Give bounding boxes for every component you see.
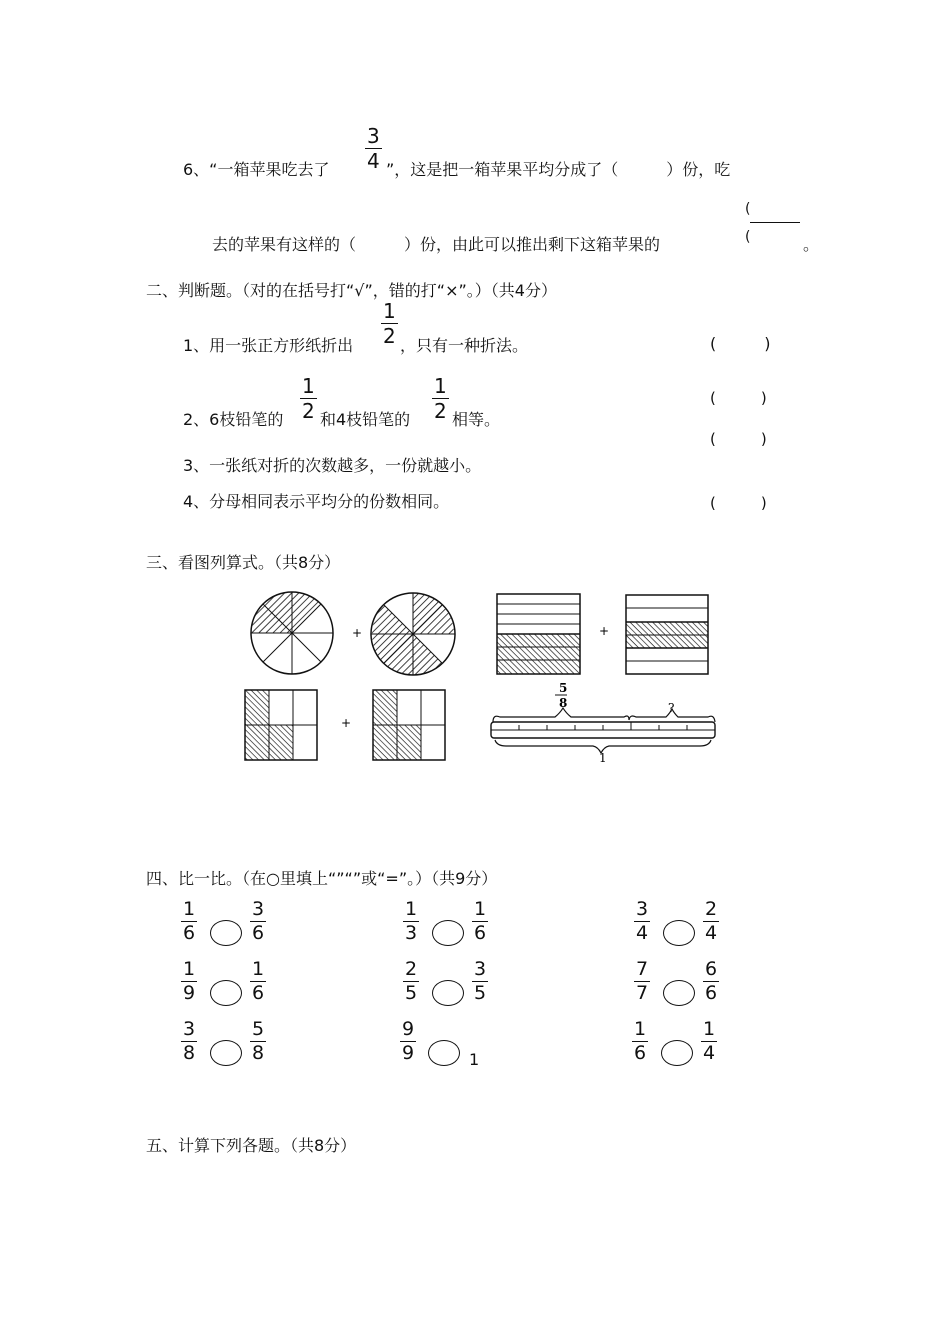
circle-figure-right bbox=[371, 593, 455, 675]
section-4-title: 四、比一比。（在○里填上“”“”或“=”。）（共9分） bbox=[146, 869, 498, 888]
cmp-r2c2-right: $\frac{3}{5}$ bbox=[474, 958, 487, 1004]
s2-item2-answer-paren[interactable]: ( ) bbox=[710, 389, 767, 407]
cmp-r3c2-left: $\frac{9}{9}$ bbox=[402, 1018, 415, 1064]
compare-circle[interactable] bbox=[210, 920, 242, 946]
section-3-title: 三、看图列算式。（共8分） bbox=[146, 553, 341, 572]
cmp-r3c3-left: $\frac{1}{6}$ bbox=[634, 1018, 647, 1064]
cmp-r3c3-right: $\frac{1}{4}$ bbox=[703, 1018, 716, 1064]
bar-top-label-numerator: 5 bbox=[559, 681, 568, 695]
cmp-r3c1-right: $\frac{5}{8}$ bbox=[252, 1018, 265, 1064]
q6-line1-post: ”，这是把一箱苹果平均分成了（ ）份，吃 bbox=[386, 160, 731, 179]
cmp-r2c3-right: $\frac{6}{6}$ bbox=[705, 958, 718, 1004]
section-2-title: 二、判断题。（对的在括号打“√”，错的打“×”。）（共4分） bbox=[146, 281, 557, 300]
bar-diagram bbox=[491, 681, 715, 765]
plus-sign-3: + bbox=[341, 716, 352, 730]
q6-period: 。 bbox=[803, 235, 820, 254]
cmp-r3c2-right-number: 1 bbox=[469, 1050, 480, 1069]
stripe-figure-left bbox=[497, 594, 580, 674]
cmp-r1c2-right: $\frac{1}{6}$ bbox=[474, 898, 487, 944]
s2-item4-text: 4、分母相同表示平均分的份数相同。 bbox=[183, 492, 450, 511]
s2-item1-pre: 1、用一张正方形纸折出 bbox=[183, 336, 354, 355]
compare-circle[interactable] bbox=[663, 920, 695, 946]
bar-top-label-denominator: 8 bbox=[559, 696, 568, 710]
section-5-title: 五、计算下列各题。（共8分） bbox=[146, 1136, 357, 1155]
q6-fraction: $\frac{3}{4}$ bbox=[367, 124, 380, 173]
q6-fraction-bar bbox=[750, 222, 800, 223]
bar-question-mark: ? bbox=[668, 701, 675, 715]
s2-item2-post: 相等。 bbox=[452, 410, 501, 429]
cmp-r2c2-left: $\frac{2}{5}$ bbox=[405, 958, 418, 1004]
compare-circle[interactable] bbox=[661, 1040, 693, 1066]
cmp-r1c1-right: $\frac{3}{6}$ bbox=[252, 898, 265, 944]
circle-figure-left bbox=[251, 592, 333, 674]
s2-item2-mid: 和4枝铅笔的 bbox=[320, 410, 411, 429]
compare-circle[interactable] bbox=[432, 920, 464, 946]
cmp-r2c1-right: $\frac{1}{6}$ bbox=[252, 958, 265, 1004]
s2-item4-answer-paren[interactable]: ( ) bbox=[710, 494, 767, 512]
s2-item3-answer-paren[interactable]: ( ) bbox=[710, 430, 767, 448]
cmp-r2c1-left: $\frac{1}{9}$ bbox=[183, 958, 196, 1004]
compare-circle[interactable] bbox=[210, 980, 242, 1006]
q6-paren-bottom: ( bbox=[745, 229, 751, 245]
plus-sign-2: + bbox=[599, 624, 610, 638]
cmp-r1c1-left: $\frac{1}{6}$ bbox=[183, 898, 196, 944]
cmp-r1c2-left: $\frac{1}{3}$ bbox=[405, 898, 418, 944]
q6-line1-pre: 6、“一箱苹果吃去了 bbox=[183, 160, 330, 179]
s2-item2-fraction-b: $\frac{1}{2}$ bbox=[434, 374, 447, 423]
s2-item2-fraction-a: $\frac{1}{2}$ bbox=[302, 374, 315, 423]
cmp-r3c1-left: $\frac{3}{8}$ bbox=[183, 1018, 196, 1064]
fraction-figures bbox=[0, 580, 950, 810]
cmp-r1c3-left: $\frac{3}{4}$ bbox=[636, 898, 649, 944]
s2-item3-text: 3、一张纸对折的次数越多，一份就越小。 bbox=[183, 456, 482, 475]
s2-item1-post: ，只有一种折法。 bbox=[400, 336, 529, 355]
compare-circle[interactable] bbox=[432, 980, 464, 1006]
stripe-figure-right bbox=[626, 595, 708, 674]
compare-circle[interactable] bbox=[428, 1040, 460, 1066]
q6-line2-pre: 去的苹果有这样的（ ）份，由此可以推出剩下这箱苹果的 bbox=[212, 235, 661, 254]
plus-sign-1: + bbox=[352, 626, 363, 640]
bar-bottom-label: 1 bbox=[599, 751, 607, 765]
q6-paren-top: ( bbox=[745, 201, 751, 217]
grid-figure-left bbox=[245, 690, 317, 760]
s2-item1-answer-paren[interactable]: ( ) bbox=[710, 334, 771, 353]
compare-circle[interactable] bbox=[210, 1040, 242, 1066]
s2-item2-pre: 2、6枝铅笔的 bbox=[183, 410, 284, 429]
cmp-r1c3-right: $\frac{2}{4}$ bbox=[705, 898, 718, 944]
cmp-r2c3-left: $\frac{7}{7}$ bbox=[636, 958, 649, 1004]
s2-item1-fraction: $\frac{1}{2}$ bbox=[383, 299, 396, 348]
grid-figure-right bbox=[373, 690, 445, 760]
compare-circle[interactable] bbox=[663, 980, 695, 1006]
